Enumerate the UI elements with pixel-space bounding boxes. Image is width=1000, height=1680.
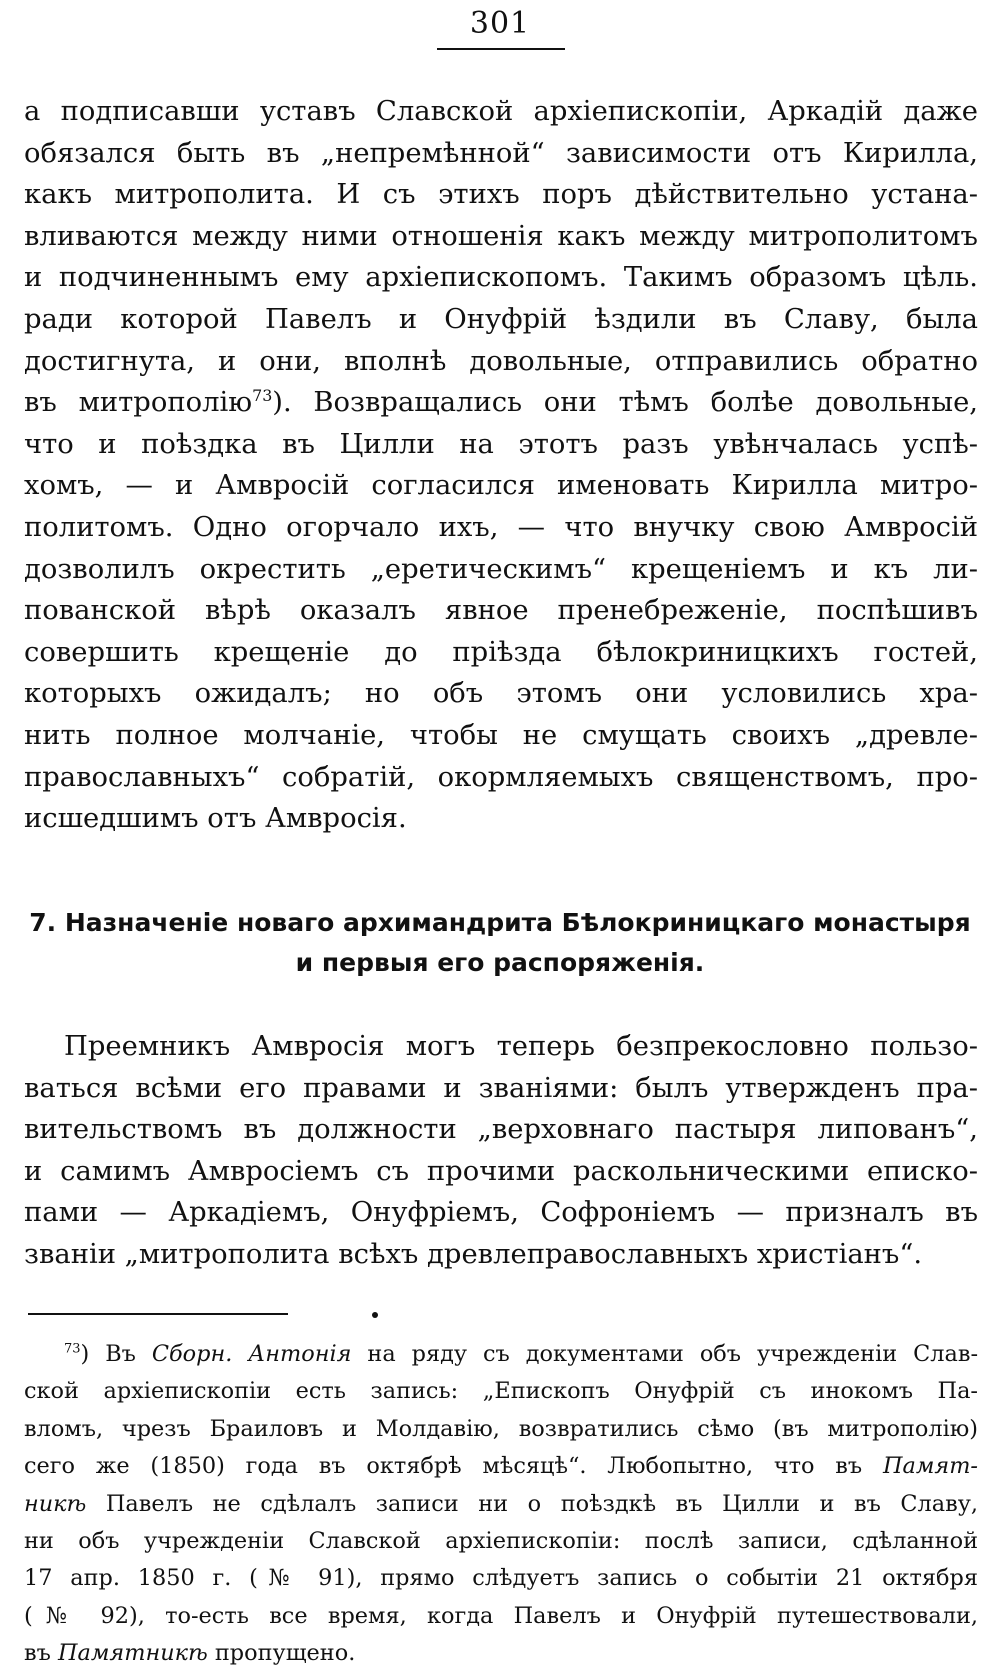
- footnote-marker: 73: [64, 1341, 81, 1357]
- text-line: пами — Аркадіемъ, Онуфріемъ, Софроніемъ — призналъ въ: [24, 1197, 978, 1229]
- footnote-rule: [28, 1313, 288, 1315]
- italic-title: Памят-: [882, 1453, 978, 1480]
- text-line: исшедшимъ отъ Амвросія.: [24, 803, 407, 835]
- text-line: что и поѣздка въ Цилли на этотъ разъ увѣнчалась успѣ-: [24, 428, 978, 460]
- text-line: православныхъ“ собратій, окормляемыхъ священствомъ, про-: [24, 761, 978, 793]
- text-line: а подписавши уставъ Славской архіепископіи, Аркадій даже: [24, 96, 978, 127]
- footnote-line: ни объ учрежденіи Славской архіепископіи: послѣ записи, сдѣланной: [24, 1527, 978, 1554]
- text-line: и самимъ Амвросіемъ съ прочими раскольническими еписко-: [24, 1155, 978, 1187]
- text-line: и подчиненнымъ ему архіепископомъ. Такимъ образомъ цѣль.: [24, 262, 978, 294]
- text-fragment: въ митрополію: [24, 387, 253, 419]
- text-fragment: сего же (1850) года въ октябрѣ мѣсяцѣ“. Любопытно, что въ: [24, 1453, 883, 1480]
- section-heading: [0, 903, 1000, 983]
- footnote-line: (№ 92), то-есть все время, когда Павелъ и Онуфрій путешествовали,: [24, 1602, 978, 1629]
- text-fragment: ) Въ: [80, 1341, 152, 1367]
- text-line: [24, 382, 978, 424]
- page-number-rule: [437, 48, 565, 50]
- text-line: дозволилъ окрестить „еретическимъ“ крещеніемъ и къ ли-: [24, 553, 978, 585]
- text-line: хомъ, — и Амвросій согласился именовать Кирилла митро-: [24, 470, 978, 502]
- text-line: политомъ. Одно огорчало ихъ, — что внучку свою Амвросій: [24, 511, 978, 543]
- footnote-line: ской архіепископіи есть запись: „Епископъ Онуфрій съ инокомъ Па-: [24, 1378, 978, 1405]
- paragraph-1: [24, 91, 978, 840]
- text-line: совершить крещеніе до пріѣзда бѣлокриницкихъ гостей,: [24, 636, 978, 668]
- page-number: 301: [469, 6, 531, 41]
- section-heading-line: и первыя его распоряженія.: [295, 948, 705, 977]
- text-line: какъ митрополита. И съ этихъ поръ дѣйствительно устана-: [24, 179, 978, 211]
- text-line: достигнута, и они, вполнѣ довольные, отправились обратно: [24, 345, 978, 377]
- footnote-line: 17 апр. 1850 г. (№ 91), прямо слѣдуетъ запись о событіи 21 октября: [24, 1565, 978, 1592]
- footnote-line: вломъ, чрезъ Браиловъ и Молдавію, возвратились сѣмо (въ митрополію): [24, 1415, 978, 1442]
- text-line: которыхъ ожидалъ; но объ этомъ они условились хра-: [24, 678, 978, 710]
- footnote-line: [24, 1635, 978, 1672]
- footnote-line: [24, 1336, 978, 1373]
- italic-title: никѣ: [24, 1490, 87, 1517]
- section-heading-line: 7. Назначеніе новаго архимандрита Бѣлокриницкаго монастыря: [29, 908, 971, 937]
- text-line: обязался быть въ „непремѣнной“ зависимости отъ Кирилла,: [24, 137, 978, 169]
- italic-title: Памятникѣ: [57, 1640, 208, 1667]
- text-line: пованской вѣрѣ оказалъ явное пренебреженіе, поспѣшивъ: [24, 595, 978, 627]
- italic-title: Сборн. Антонія: [151, 1341, 352, 1367]
- text-line: Преемникъ Амвросія могъ теперь безпрекословно пользо-: [64, 1031, 978, 1062]
- footnote-line: [24, 1448, 978, 1485]
- text-line: нить полное молчаніе, чтобы не смущать своихъ „древле-: [24, 719, 978, 751]
- text-line: вительствомъ въ должности „верховнаго пастыря липованъ“,: [24, 1114, 978, 1146]
- footnote-reference: 73: [252, 386, 273, 406]
- text-line: званіи „митрополита всѣхъ древлеправославныхъ христіанъ“.: [24, 1238, 923, 1270]
- text-fragment: на ряду съ документами объ учрежденіи Слав-: [351, 1341, 979, 1367]
- text-fragment: въ: [24, 1640, 58, 1667]
- footnote-dot: [372, 1312, 378, 1318]
- text-fragment: пропущено.: [207, 1640, 356, 1667]
- text-line: ради которой Павелъ и Онуфрій ѣздили въ Славу, была: [24, 303, 978, 335]
- text-fragment: Павелъ не сдѣлалъ записи ни о поѣздкѣ въ Цилли и въ Славу,: [86, 1490, 978, 1517]
- footnote: [24, 1336, 978, 1673]
- paragraph-2: [24, 1026, 978, 1276]
- text-line: вливаются между ними отношенія какъ между митрополитомъ: [24, 220, 978, 252]
- text-line: ваться всѣми его правами и званіями: былъ утвержденъ пра-: [24, 1072, 978, 1104]
- text-fragment: ). Возвращались они тѣмъ болѣе довольные,: [272, 387, 979, 419]
- footnote-line: [24, 1486, 978, 1523]
